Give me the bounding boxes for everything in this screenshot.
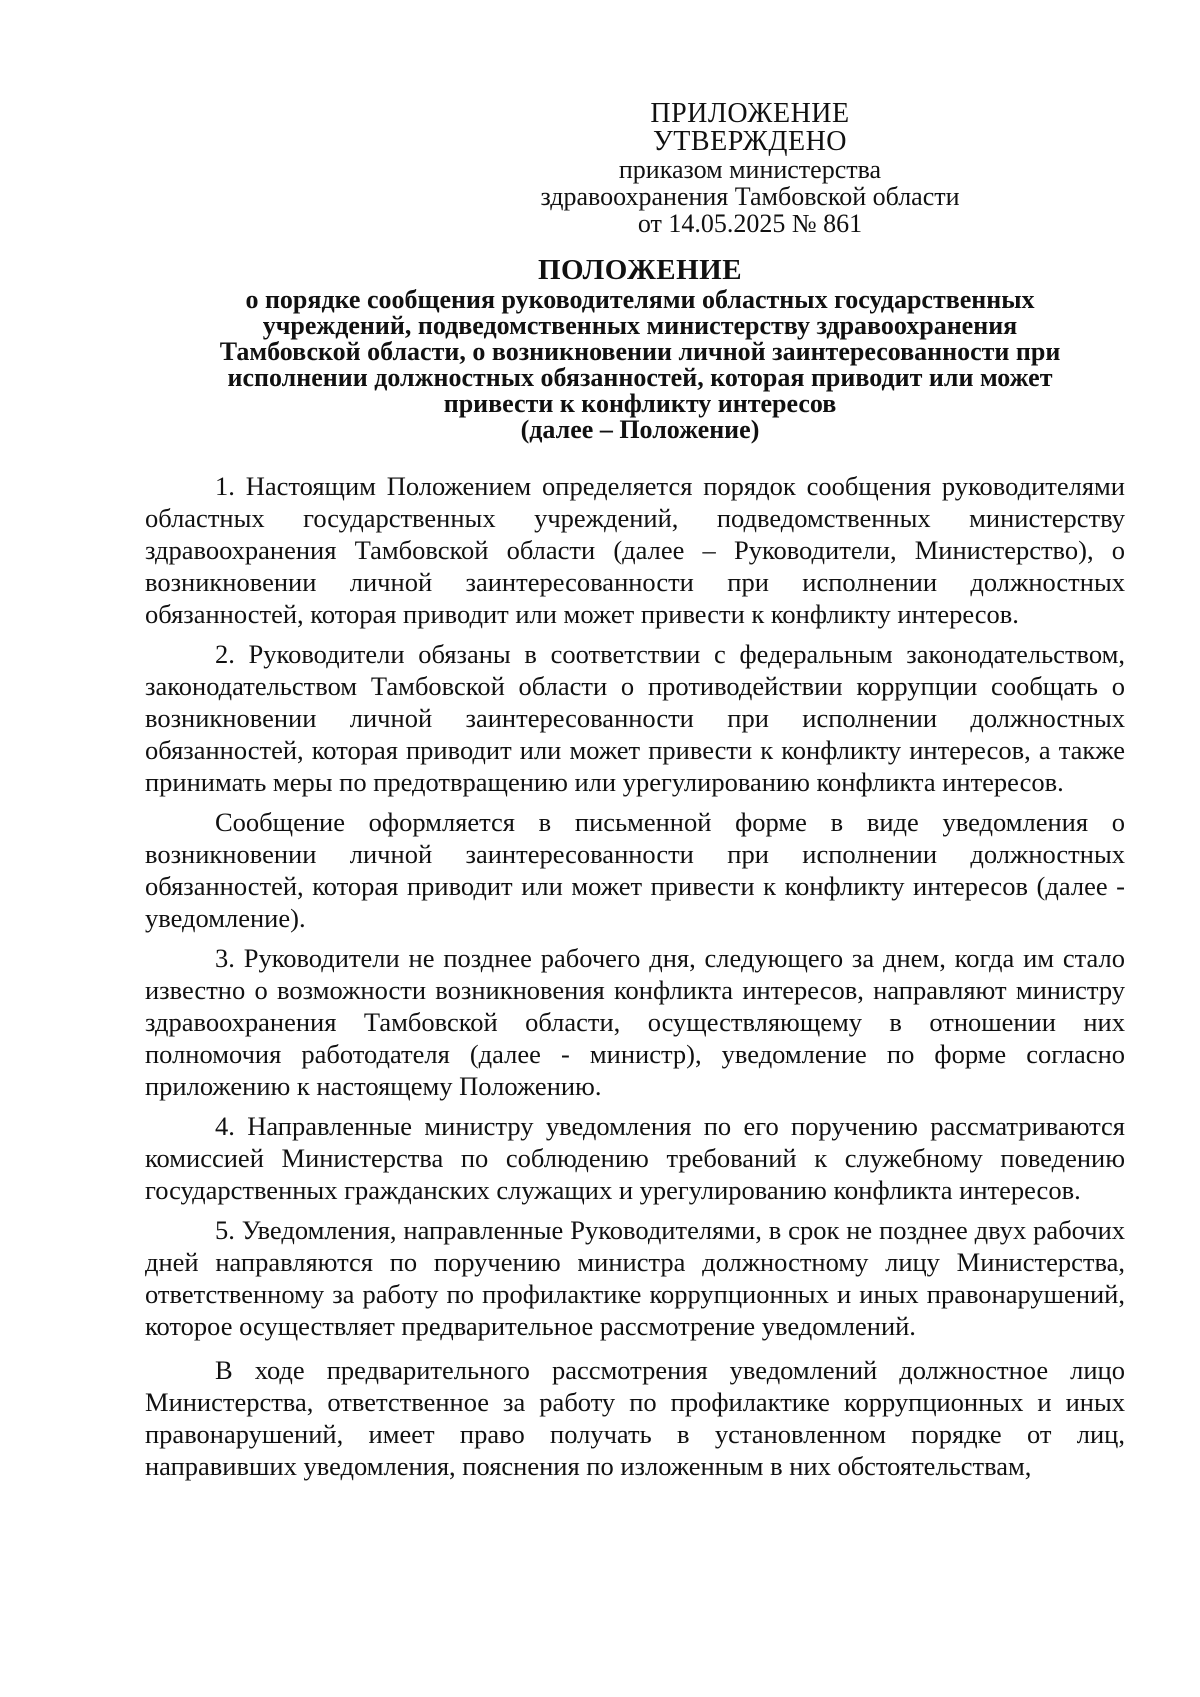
approval-order-line: приказом министерства (618, 155, 882, 184)
document-subtitle-line-6: (далее – Положение) (520, 415, 760, 444)
paragraph-4: 4. Направленные министру уведомления по его поручению рассматриваются комиссией Министерства по соблюдению требований к служебному поведению государственных гражданских служащих и урегулированию конфликта интересов. (145, 1111, 1125, 1205)
approval-date-number: от 14.05.2025 № 861 (637, 209, 863, 238)
approval-stamp-block (490, 100, 1010, 237)
document-subtitle-line-5: привести к конфликту интересов (443, 389, 837, 418)
paragraph-1: 1. Настоящим Положением определяется порядок сообщения руководителями областных государственных учреждений, подведомственных министерству здравоохранения Тамбовской области (далее – Руководители, Министерство), о возникновении личной заинтересованности при исполнении должностных обязанностей, которая приводит или может привести к конфликту интересов. (145, 471, 1125, 629)
document-body (145, 470, 1125, 1482)
appendix-heading: ПРИЛОЖЕНИЕ (650, 98, 850, 129)
document-subtitle-line-2: учреждений, подведомственных министерству здравоохранения (262, 311, 1018, 340)
document-subtitle-line-1: о порядке сообщения руководителями областных государственных (245, 285, 1035, 314)
paragraph-5: 5. Уведомления, направленные Руководителями, в срок не позднее двух рабочих дней направляются по поручению министра должностному лицу Министерства, ответственному за работу по профилактике коррупционных и иных правонарушений, которое осуществляет предварительное рассмотрение уведомлений. (145, 1215, 1125, 1341)
document-title-block (150, 253, 1130, 443)
approved-heading: УТВЕРЖДЕНО (652, 126, 848, 157)
approval-ministry-line: здравоохранения Тамбовской области (540, 182, 960, 211)
paragraph-2: 2. Руководители обязаны в соответствии с федеральным законодательством, законодательством Тамбовской области о противодействии коррупции сообщать о возникновении личной заинтересованности при исполнении должностных обязанностей, которая приводит или может привести к конфликту интересов, а также принимать меры по предотвращению или урегулированию конфликта интересов. (145, 639, 1125, 797)
paragraph-5-preliminary-review: В ходе предварительного рассмотрения уведомлений должностное лицо Министерства, ответственное за работу по профилактике коррупционных и иных правонарушений, имеет право получать в установленном порядке от лиц, направивших уведомления, пояснения по изложенным в них обстоятельствам, (145, 1355, 1125, 1481)
paragraph-2-notice-form: Сообщение оформляется в письменной форме в виде уведомления о возникновении личной заинтересованности при исполнении должностных обязанностей, которая приводит или может привести к конфликту интересов (далее - уведомление). (145, 807, 1125, 933)
document-subtitle-line-3: Тамбовской области, о возникновении личной заинтересованности при (219, 337, 1061, 366)
paragraph-3: 3. Руководители не позднее рабочего дня, следующего за днем, когда им стало известно о возможности возникновения конфликта интересов, направляют министру здравоохранения Тамбовской области, осуществляющему в отношении них полномочия работодателя (далее - министр), уведомление по форме согласно приложению к настоящему Положению. (145, 943, 1125, 1101)
document-subtitle-line-4: исполнении должностных обязанностей, которая приводит или может (227, 363, 1053, 392)
document-title: ПОЛОЖЕНИЕ (537, 254, 743, 286)
